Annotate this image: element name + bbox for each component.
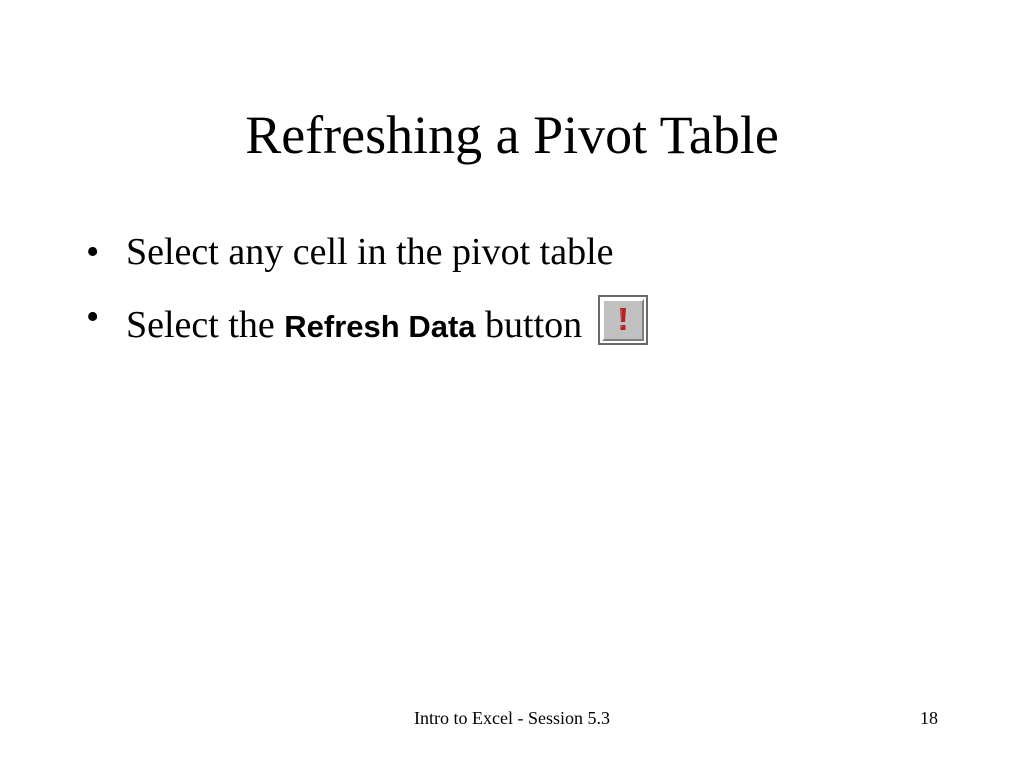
bullet-bold-term: Refresh Data (284, 309, 476, 344)
bullet-marker: • (86, 296, 100, 338)
footer-title: Intro to Excel - Session 5.3 (414, 708, 610, 728)
refresh-data-button-face (602, 299, 644, 341)
bullet-item (86, 295, 648, 346)
slide-number: 18 (920, 708, 938, 728)
bullet-text-suffix: button (475, 304, 583, 346)
bullet-text: Select any cell in the pivot table (126, 231, 614, 273)
bullet-list (86, 230, 648, 360)
slide-title: Refreshing a Pivot Table (245, 105, 779, 165)
refresh-data-button[interactable] (598, 295, 648, 345)
bullet-text-prefix: Select the (126, 304, 285, 346)
refresh-data-exclamation-icon (616, 306, 630, 334)
bullet-item (86, 230, 648, 274)
bullet-marker: • (86, 231, 100, 273)
